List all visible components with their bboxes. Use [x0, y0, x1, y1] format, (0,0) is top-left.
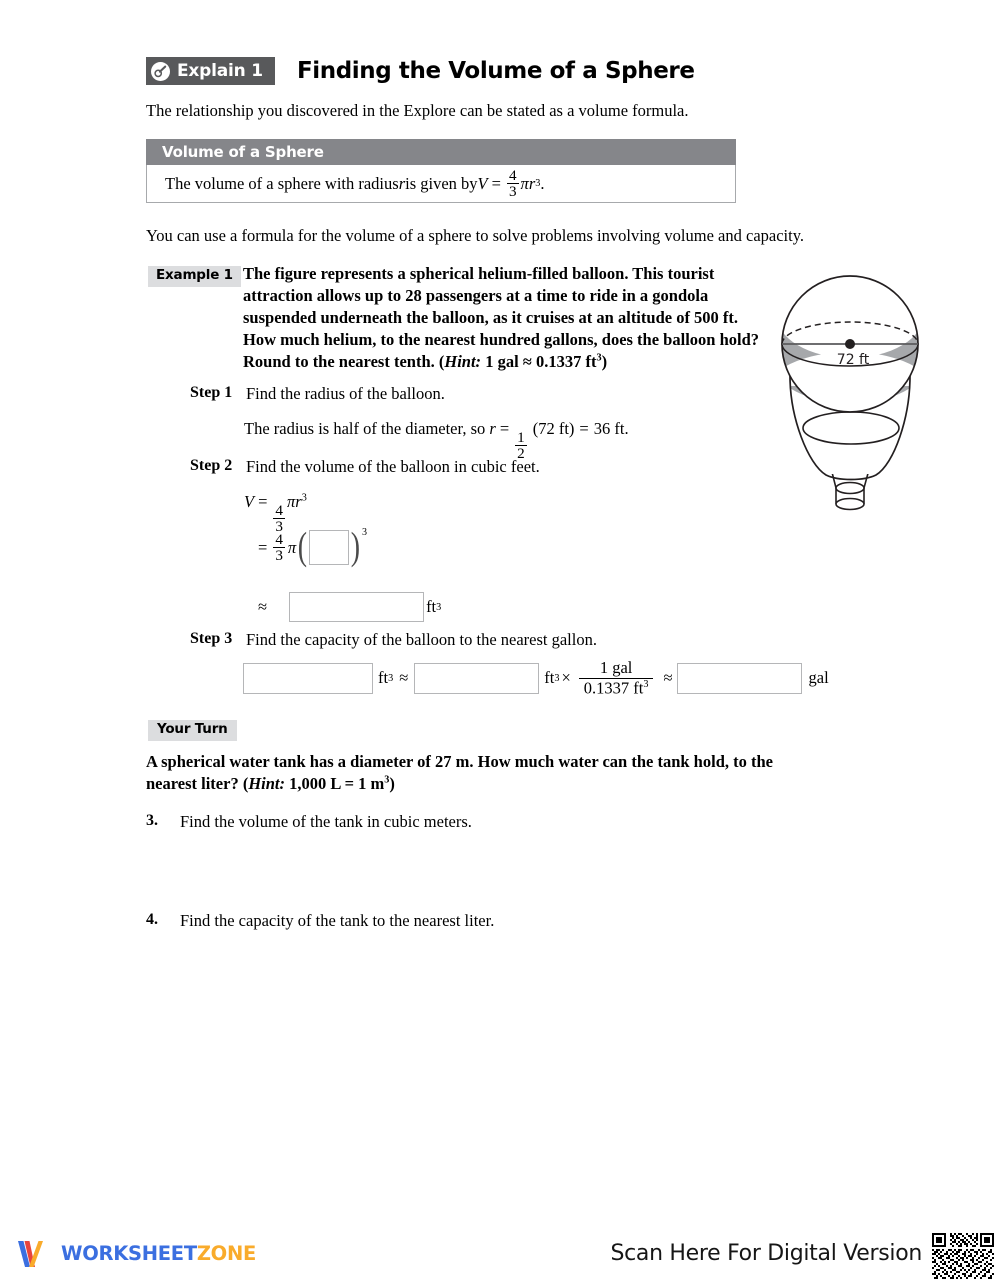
answer-box-capacity-gallons[interactable]	[677, 663, 802, 694]
step3-unit-2: ft	[544, 668, 555, 688]
your-turn-exponent: 3	[384, 774, 390, 786]
work-equals-1: =	[258, 492, 268, 511]
example-text-exponent: 3	[596, 352, 602, 364]
work-denominator-1: 3	[275, 518, 283, 536]
work-fraction-2	[273, 532, 285, 563]
explain-badge-label: Explain 1	[177, 60, 263, 81]
work-approx-1: ≈	[258, 597, 268, 616]
step1-denominator: 2	[517, 445, 525, 463]
your-turn-hint-label: Hint:	[248, 773, 286, 793]
work-paren-close: )	[350, 525, 361, 569]
formula-text-mid: is given by	[405, 173, 478, 193]
step3-fraction-denominator	[579, 678, 654, 697]
step3-unit-1-exponent: 3	[388, 672, 394, 684]
example-text-part1: The figure represents a spherical helium-filled balloon. This tourist attraction allows up to 28 passengers at a time to ride in a gondola suspended underneath the balloon, as it cruises at an altitude of 500 ft. How much helium, to the nearest hundred gallons, does the balloon hold? Round to the nearest tenth. (	[243, 264, 760, 371]
use-formula-paragraph: You can use a formula for the volume of a sphere to solve problems involving volume and capacity.	[146, 226, 805, 245]
question-3-number: 3.	[146, 812, 158, 829]
qr-code-icon[interactable]	[932, 1233, 994, 1279]
worksheet-zone-logo-text	[61, 1244, 256, 1264]
page-title: Finding the Volume of a Sphere	[296, 57, 695, 84]
work-unit-ft: ft	[426, 597, 437, 616]
step1-r: r	[489, 419, 496, 438]
step3-approx-2: ≈	[663, 668, 673, 688]
your-turn-part1: A spherical water tank has a diameter of 27 m. How much water can the tank hold, to the nearest liter? (	[146, 752, 773, 793]
work-exponent-1: 3	[301, 492, 307, 504]
question-3-text: Find the volume of the tank in cubic meters.	[180, 812, 472, 831]
volume-formula-box-body	[146, 165, 736, 203]
example-problem-text	[243, 263, 759, 373]
explain-header	[146, 57, 695, 85]
your-turn-part2: 1,000 L = 1 m	[285, 773, 385, 793]
worksheet-zone-logo[interactable]	[16, 1238, 256, 1270]
step3-unit-1: ft	[378, 668, 389, 688]
answer-box-capacity-input[interactable]	[243, 663, 373, 694]
step-3-text: Find the capacity of the balloon to the nearest gallon.	[246, 630, 597, 649]
work-pi-1: π	[287, 492, 296, 511]
formula-exponent: 3	[535, 178, 541, 189]
step-1-label: Step 1	[190, 384, 233, 401]
step1-equals: =	[499, 419, 510, 438]
step3-fraction-denominator-text: 0.1337 ft	[583, 678, 644, 697]
formula-numerator: 4	[508, 166, 517, 184]
step3-times: ×	[561, 668, 571, 688]
work-unit-ft-exponent: 3	[436, 601, 442, 613]
scan-here-label: Scan Here For Digital Version	[610, 1241, 922, 1266]
work-r-1: r	[295, 492, 302, 511]
work-v: V	[244, 492, 255, 511]
work-numerator-1: 4	[275, 501, 283, 519]
formula-equals: =	[491, 173, 501, 193]
volume-formula-box-heading: Volume of a Sphere	[146, 139, 736, 165]
step1-numerator: 1	[517, 428, 525, 446]
work-pi-2: π	[287, 537, 297, 557]
intro-paragraph: The relationship you discovered in the Explore can be stated as a volume formula.	[146, 101, 689, 120]
work-equals-2: =	[258, 537, 268, 557]
logo-secondary-text: ZONE	[196, 1242, 256, 1266]
formula-pi: π	[520, 173, 529, 193]
step-3-work-row	[243, 660, 829, 697]
step-1-detail	[244, 419, 629, 461]
example-text-part3: )	[601, 351, 608, 371]
formula-text-prefix: The volume of a sphere with radius	[165, 173, 399, 193]
step3-approx-1: ≈	[399, 668, 409, 688]
step-1-text: Find the radius of the balloon.	[246, 384, 445, 403]
work-denominator-2: 3	[275, 547, 283, 564]
worksheet-zone-w-logo	[16, 1238, 54, 1270]
formula-fraction	[507, 168, 519, 199]
step-2-text: Find the volume of the balloon in cubic feet.	[246, 457, 540, 476]
step3-unit-2-exponent: 3	[554, 672, 560, 684]
question-4-number: 4.	[146, 911, 158, 928]
page-bottom-cut-text	[160, 1214, 840, 1224]
explain-badge	[146, 57, 275, 85]
logo-primary-text: WORKSHEET	[61, 1242, 197, 1266]
your-turn-badge: Your Turn	[148, 720, 237, 741]
balloon-figure	[778, 266, 938, 516]
example-badge: Example 1	[148, 266, 241, 287]
answer-box-capacity-middle[interactable]	[414, 663, 539, 694]
answer-box-radius[interactable]	[309, 530, 349, 565]
volume-formula-box	[146, 139, 736, 203]
page-footer	[0, 1232, 1000, 1279]
step-2-label: Step 2	[190, 457, 233, 474]
your-turn-prompt	[146, 751, 806, 795]
step1-prefix: The radius is half of the diameter, so	[244, 419, 490, 438]
formula-r: r	[528, 173, 536, 193]
step3-unit-gal: gal	[808, 668, 829, 688]
step1-result: 36 ft.	[593, 419, 629, 438]
your-turn-part3: )	[389, 773, 395, 793]
key-circle-icon	[151, 62, 170, 81]
formula-v: V	[477, 173, 488, 193]
step3-fraction-denominator-exponent: 3	[643, 678, 649, 690]
answer-box-volume-cubic-feet[interactable]	[289, 592, 424, 622]
formula-variable-r: r	[398, 173, 406, 193]
work-paren-open: (	[297, 525, 308, 569]
formula-period: .	[540, 173, 545, 193]
formula-denominator: 3	[508, 183, 517, 200]
step1-equals-2: =	[579, 419, 589, 438]
step-3-label: Step 3	[190, 630, 233, 647]
step1-paren-expr: (72 ft)	[532, 419, 575, 438]
example-hint-label: Hint:	[444, 351, 482, 371]
step3-fraction-numerator: 1 gal	[599, 658, 633, 677]
figure-diameter-label: 72 ft	[836, 352, 870, 368]
work-numerator-2: 4	[275, 530, 283, 548]
step-2-work-line-2	[258, 525, 368, 569]
step-2-work-line-3	[258, 592, 441, 622]
step3-conversion-fraction	[579, 660, 654, 697]
work-exponent-2: 3	[362, 527, 368, 538]
question-4-text: Find the capacity of the tank to the nearest liter.	[180, 911, 495, 930]
example-text-part2: 1 gal ≈ 0.1337 ft	[481, 351, 597, 371]
